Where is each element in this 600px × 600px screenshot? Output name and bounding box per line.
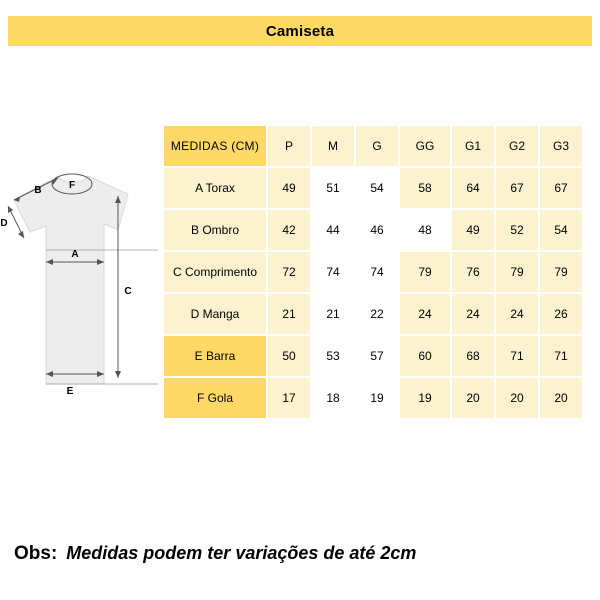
table-row bbox=[164, 252, 582, 292]
cell-manga-g2: 24 bbox=[496, 294, 538, 334]
row-label-torax: A Torax bbox=[164, 168, 266, 208]
size-header-g3: G3 bbox=[540, 126, 582, 166]
cell-torax-m: 51 bbox=[312, 168, 354, 208]
cell-gola-g2: 20 bbox=[496, 378, 538, 418]
cell-barra-gg: 60 bbox=[400, 336, 450, 376]
cell-gola-m: 18 bbox=[312, 378, 354, 418]
cell-manga-m: 21 bbox=[312, 294, 354, 334]
cell-barra-g3: 71 bbox=[540, 336, 582, 376]
cell-torax-p: 49 bbox=[268, 168, 310, 208]
cell-manga-g1: 24 bbox=[452, 294, 494, 334]
size-header-g1: G1 bbox=[452, 126, 494, 166]
diagram-label-e: E bbox=[66, 386, 74, 397]
size-header-gg: GG bbox=[400, 126, 450, 166]
cell-gola-g: 19 bbox=[356, 378, 398, 418]
row-label-barra: E Barra bbox=[164, 336, 266, 376]
length-arrow-bottom bbox=[115, 371, 121, 378]
cell-comprimento-m: 74 bbox=[312, 252, 354, 292]
page-title: Camiseta bbox=[265, 22, 335, 40]
cell-barra-m: 53 bbox=[312, 336, 354, 376]
cell-ombro-g1: 49 bbox=[452, 210, 494, 250]
diagram-label-d: D bbox=[0, 218, 8, 229]
shirt-illustration bbox=[0, 160, 160, 420]
size-header-m: M bbox=[312, 126, 354, 166]
diagram-label-c: C bbox=[124, 286, 132, 297]
cell-barra-g2: 71 bbox=[496, 336, 538, 376]
note-label: Obs: bbox=[14, 543, 58, 564]
size-header-g2: G2 bbox=[496, 126, 538, 166]
note-text: Medidas podem ter variações de até 2cm bbox=[66, 543, 417, 563]
title-bar bbox=[8, 16, 592, 46]
row-label-comprimento: C Comprimento bbox=[164, 252, 266, 292]
cell-ombro-g: 46 bbox=[356, 210, 398, 250]
cell-barra-g1: 68 bbox=[452, 336, 494, 376]
shirt-diagram bbox=[0, 160, 160, 420]
shirt-body-shape bbox=[14, 176, 128, 384]
size-header-g: G bbox=[356, 126, 398, 166]
cell-manga-gg: 24 bbox=[400, 294, 450, 334]
table-row bbox=[164, 210, 582, 250]
size-table-container bbox=[162, 124, 584, 420]
cell-torax-gg: 58 bbox=[400, 168, 450, 208]
cell-ombro-g2: 52 bbox=[496, 210, 538, 250]
diagram-label-b: B bbox=[34, 185, 42, 196]
size-header-p: P bbox=[268, 126, 310, 166]
cell-manga-p: 21 bbox=[268, 294, 310, 334]
cell-torax-g2: 67 bbox=[496, 168, 538, 208]
cell-gola-p: 17 bbox=[268, 378, 310, 418]
cell-barra-g: 57 bbox=[356, 336, 398, 376]
cell-comprimento-g1: 76 bbox=[452, 252, 494, 292]
cell-comprimento-g3: 79 bbox=[540, 252, 582, 292]
diagram-label-f: F bbox=[68, 180, 76, 191]
table-row bbox=[164, 168, 582, 208]
cell-torax-g: 54 bbox=[356, 168, 398, 208]
cell-comprimento-g2: 79 bbox=[496, 252, 538, 292]
row-label-manga: D Manga bbox=[164, 294, 266, 334]
cell-ombro-gg: 48 bbox=[400, 210, 450, 250]
cell-ombro-g3: 54 bbox=[540, 210, 582, 250]
cell-ombro-m: 44 bbox=[312, 210, 354, 250]
cell-comprimento-p: 72 bbox=[268, 252, 310, 292]
table-row bbox=[164, 294, 582, 334]
cell-ombro-p: 42 bbox=[268, 210, 310, 250]
cell-barra-p: 50 bbox=[268, 336, 310, 376]
cell-comprimento-gg: 79 bbox=[400, 252, 450, 292]
table-row bbox=[164, 378, 582, 418]
cell-comprimento-g: 74 bbox=[356, 252, 398, 292]
row-label-gola: F Gola bbox=[164, 378, 266, 418]
cell-torax-g3: 67 bbox=[540, 168, 582, 208]
cell-manga-g3: 26 bbox=[540, 294, 582, 334]
row-label-ombro: B Ombro bbox=[164, 210, 266, 250]
footer-note bbox=[14, 543, 594, 565]
size-table bbox=[162, 124, 584, 420]
cell-torax-g1: 64 bbox=[452, 168, 494, 208]
cell-gola-gg: 19 bbox=[400, 378, 450, 418]
cell-gola-g1: 20 bbox=[452, 378, 494, 418]
table-header-row bbox=[164, 126, 582, 166]
cell-gola-g3: 20 bbox=[540, 378, 582, 418]
table-corner-label: MEDIDAS (CM) bbox=[164, 126, 266, 166]
table-row bbox=[164, 336, 582, 376]
diagram-label-a: A bbox=[71, 249, 79, 260]
cell-manga-g: 22 bbox=[356, 294, 398, 334]
